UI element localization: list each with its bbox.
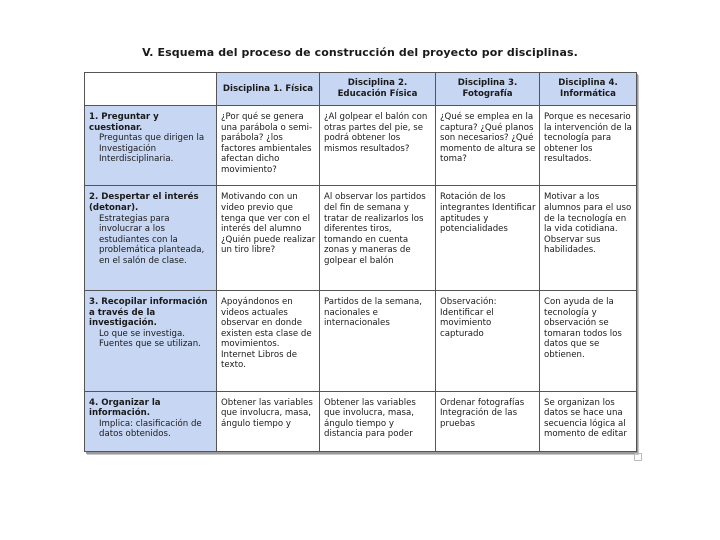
table-cell: Se organizan los datos se hace una secuencia lógica al momento de editar <box>540 391 637 451</box>
table-row <box>85 291 637 392</box>
table-cell: Al observar los partidos del fin de semana y tratar de realizarlos los diferentes tiros, tomando en cuenta zonas y maneras de golpear el balón <box>320 186 436 291</box>
stage-description: Lo que se investiga. Fuentes que se utilizan. <box>99 328 201 350</box>
table-cell: Partidos de la semana, nacionales e internacionales <box>320 291 436 392</box>
stage-cell <box>85 391 217 451</box>
table-row <box>85 391 637 451</box>
table-cell: ¿Qué se emplea en la captura? ¿Qué planos son necesarios? ¿Qué momento de altura se toma? <box>436 106 540 186</box>
stage-cell <box>85 291 217 392</box>
header-discipline-2: Disciplina 2. Educación Física <box>320 73 436 106</box>
table-cell: ¿Al golpear el balón con otras partes del pie, se podrá obtener los mismos resultados? <box>320 106 436 186</box>
table-row <box>85 106 637 186</box>
table-cell: Rotación de los integrantes Identificar aptitudes y potencialidades <box>436 186 540 291</box>
stage-cell <box>85 106 217 186</box>
table-cell: Porque es necesario la intervención de la tecnología para obtener los resultados. <box>540 106 637 186</box>
table-header-row <box>85 73 637 106</box>
header-discipline-3: Disciplina 3. Fotografía <box>436 73 540 106</box>
page-corner-icon <box>634 453 642 461</box>
page-title: V. Esquema del proceso de construcción del proyecto por disciplinas. <box>142 46 578 59</box>
stage-cell <box>85 186 217 291</box>
table-cell: Apoyándonos en videos actuales observar en donde existen esta clase de movimientos. Internet Libros de texto. <box>217 291 320 392</box>
stage-title: 1. Preguntar y cuestionar. <box>89 112 159 133</box>
stage-description: Estrategias para involucrar a los estudiantes con la problemática planteada, en el salón de clase. <box>99 213 205 266</box>
stage-title: 3. Recopilar información a través de la investigación. <box>89 297 208 329</box>
table-cell: Con ayuda de la tecnología y observación se tomaran todos los datos que se obtienen. <box>540 291 637 392</box>
discipline-table-container <box>84 72 636 452</box>
table-row <box>85 186 637 291</box>
discipline-table <box>84 72 637 452</box>
table-cell: Obtener las variables que involucra, masa, ángulo tiempo y <box>217 391 320 451</box>
stage-title: 4. Organizar la información. <box>89 397 161 419</box>
stage-description: Implica: clasificación de datos obtenidos. <box>99 418 202 440</box>
table-cell: Obtener las variables que involucra, masa, ángulo tiempo y distancia para poder <box>320 391 436 451</box>
table-cell: Observación: Identificar el movimiento capturado <box>436 291 540 392</box>
table-cell: ¿Por qué se genera una parábola o semi-parábola? ¿los factores ambientales afectan dicho movimiento? <box>217 106 320 186</box>
stage-title: 2. Despertar el interés (detonar). <box>89 192 199 214</box>
header-discipline-1: Disciplina 1. Física <box>217 73 320 106</box>
table-cell: Motivar a los alumnos para el uso de la tecnología en la vida cotidiana. Observar sus habilidades. <box>540 186 637 291</box>
header-corner-cell <box>85 73 217 106</box>
table-cell: Motivando con un video previo que tenga que ver con el interés del alumno ¿Quién puede realizar un tiro libre? <box>217 186 320 291</box>
stage-description: Preguntas que dirigen la Investigación Interdisciplinaria. <box>99 133 205 165</box>
header-discipline-4: Disciplina 4. Informática <box>540 73 637 106</box>
table-cell: Ordenar fotografías Integración de las pruebas <box>436 391 540 451</box>
